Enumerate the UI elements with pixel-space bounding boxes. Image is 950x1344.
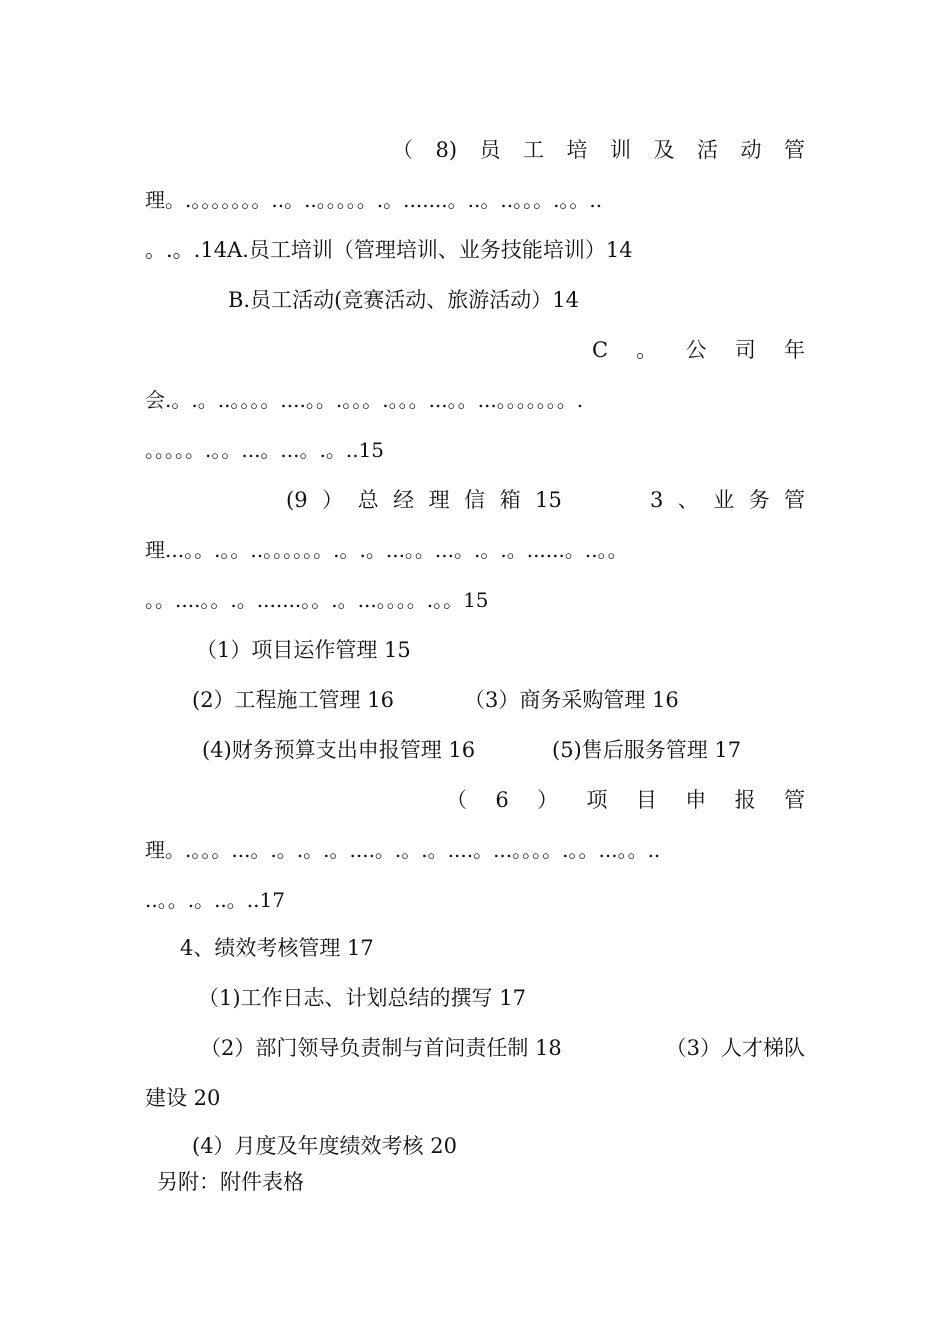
- toc-entry-purchasing: （3）商务采购管理 16: [464, 688, 679, 712]
- toc-line-finance-and-aftersales: [202, 734, 805, 766]
- toc-line-leader-dots: 。。....。。.。.......。。.。...。。。。.。。15: [145, 588, 489, 612]
- char: 3: [650, 488, 664, 512]
- toc-entry-responsibility: （2）部门领导负责制与首问责任制 18: [200, 1036, 562, 1060]
- char: 申: [685, 788, 707, 812]
- toc-line-attachment: 另附：附件表格: [157, 1170, 304, 1194]
- char: 理: [428, 488, 450, 512]
- char: 员: [479, 138, 501, 162]
- char: 经: [393, 488, 415, 512]
- toc-entry-aftersales: (5)售后服务管理 17: [552, 738, 742, 762]
- toc-line-leader-dots: 会.。.。..。。。。....。。.。。。.。。。...。。...。。。。。。。.: [145, 388, 584, 412]
- toc-line-leader-dots: ..。。.。..。..17: [145, 888, 285, 912]
- toc-line-construction-and-purchasing: [192, 684, 805, 716]
- char: 工: [523, 138, 545, 162]
- toc-line-training-heading: [392, 134, 805, 166]
- toc-line-leader-dots: 理。.。。。...。.。.。.。....。.。.。....。...。。。。.。。...。。..: [145, 838, 661, 862]
- char: 公: [685, 338, 707, 362]
- toc-line-leader-dots: 。。。。。.。。...。...。.。..15: [145, 438, 385, 462]
- char: 管: [784, 488, 805, 512]
- char: 箱: [499, 488, 521, 512]
- toc-line-leader-dots: 理。.。。。。。。。..。..。。。。。.。.......。..。..。。。.。。..: [145, 188, 603, 212]
- char: 动: [740, 138, 762, 162]
- toc-line-project-operation: （1）项目运作管理 15: [196, 638, 411, 662]
- char: 活: [696, 138, 718, 162]
- char: 年: [783, 338, 805, 362]
- toc-line-annual-meeting-heading: [592, 334, 805, 366]
- char: （: [446, 788, 467, 812]
- char: 信: [464, 488, 486, 512]
- char: 管: [783, 138, 805, 162]
- toc-line-performance-heading: 4、绩效考核管理 17: [180, 936, 374, 960]
- char: (9: [286, 488, 308, 512]
- toc-entry-construction: (2）工程施工管理 16: [192, 688, 394, 712]
- char: 务: [748, 488, 770, 512]
- toc-line-leader-dots: 理...。。.。。..。。。。。。.。.。...。。...。.。.。......。..。。: [145, 538, 628, 562]
- char: 、: [677, 488, 699, 512]
- char: 司: [734, 338, 756, 362]
- char: 管: [784, 788, 805, 812]
- char: 总: [357, 488, 379, 512]
- toc-line-staff-activities: B.员工活动(竞赛活动、旅游活动）14: [228, 288, 580, 312]
- toc-entry-talent: （3）人才梯队: [665, 1036, 805, 1060]
- toc-line-work-log: （1)工作日志、计划总结的撰写 17: [198, 986, 526, 1010]
- char: （: [392, 138, 413, 162]
- toc-line-responsibility-and-talent: [200, 1032, 805, 1064]
- char: 6: [495, 788, 509, 812]
- char: C: [592, 338, 609, 362]
- char: 8): [435, 138, 458, 162]
- char: 项: [586, 788, 608, 812]
- char: 及: [653, 138, 675, 162]
- char: 训: [609, 138, 631, 162]
- char: 业: [713, 488, 735, 512]
- toc-line-project-application-heading: [446, 784, 805, 816]
- char: 。: [636, 338, 658, 362]
- char: 目: [635, 788, 657, 812]
- toc-entry-finance: (4)财务预算支出申报管理 16: [202, 738, 476, 762]
- char: ）: [322, 488, 344, 512]
- toc-line-staff-training: 。.。.14A.员工培训（管理培训、业务技能培训）14: [145, 238, 633, 262]
- char: 15: [535, 488, 562, 512]
- char: ）: [537, 788, 559, 812]
- toc-line-appraisal: (4）月度及年度绩效考核 20: [192, 1134, 457, 1158]
- toc-business-group: [650, 484, 805, 516]
- char: 培: [566, 138, 588, 162]
- toc-line-mailbox-and-business: [286, 484, 805, 516]
- char: 报: [734, 788, 756, 812]
- toc-mailbox-group: [286, 484, 562, 516]
- toc-line-talent-continued: 建设 20: [145, 1086, 221, 1110]
